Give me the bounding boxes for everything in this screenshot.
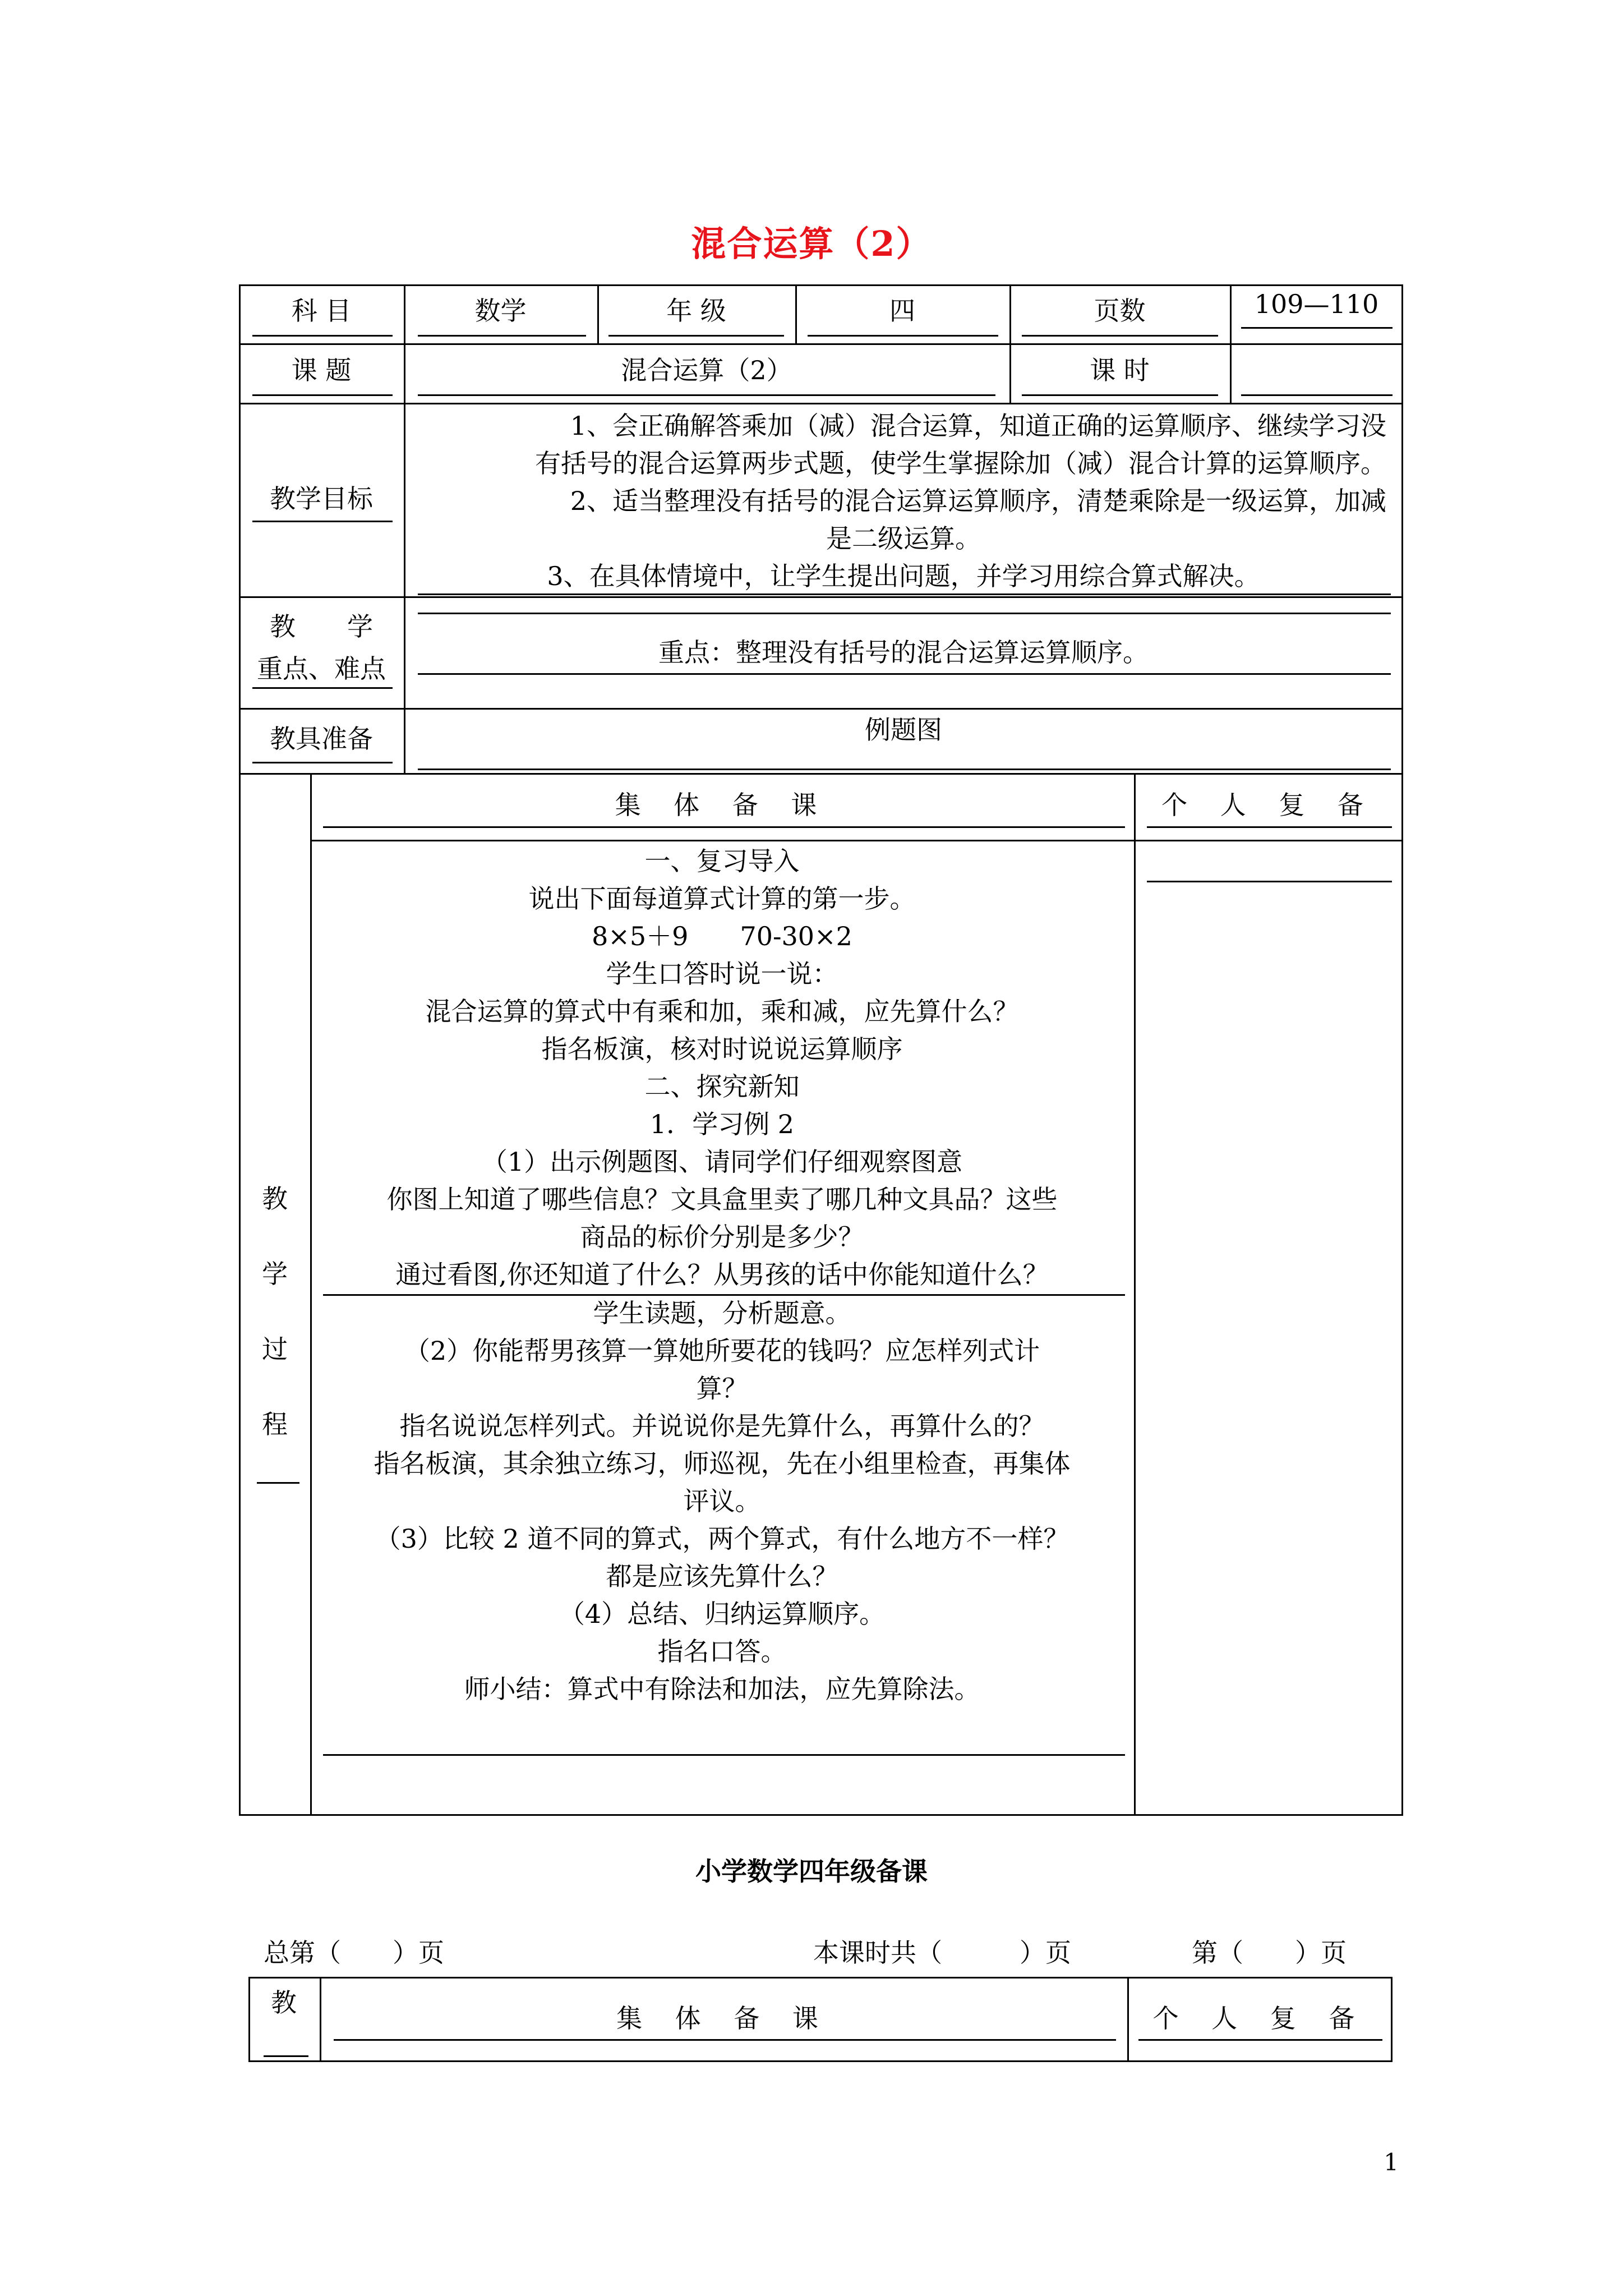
process-side-char-1: 教 bbox=[262, 1184, 288, 1214]
process-line: 商品的标价分别是多少？ bbox=[580, 1222, 864, 1252]
process-line: 指名板演，其余独立练习，师巡视，先在小组里检查，再集体 bbox=[374, 1448, 1071, 1479]
page-title: 混合运算（2） bbox=[691, 223, 932, 264]
process-line: 二、探究新知 bbox=[644, 1071, 800, 1102]
grade-label: 年 级 bbox=[666, 296, 726, 326]
process-side-char-4: 程 bbox=[262, 1409, 288, 1439]
process-line: （4）总结、归纳运算顺序。 bbox=[559, 1599, 886, 1629]
goals-label: 教学目标 bbox=[270, 484, 373, 514]
personal-prep-header: 个 人 复 备 bbox=[1161, 790, 1376, 820]
process-line: 算？ bbox=[696, 1373, 748, 1404]
process-line: 通过看图,你还知道了什么？从男孩的话中你能知道什么？ bbox=[395, 1259, 1049, 1290]
second-side-char: 教 bbox=[271, 1987, 297, 2018]
total-pages: 总第（ ）页 bbox=[264, 1938, 444, 1968]
topic-value: 混合运算（2） bbox=[621, 355, 792, 385]
process-side-char-3: 过 bbox=[262, 1334, 288, 1364]
goals-line-2: 有括号的混合运算两步式题，使学生掌握除加（减）混合计算的运算顺序。 bbox=[535, 448, 1386, 478]
lesson-pages: 本课时共（ ）页 bbox=[813, 1938, 1071, 1968]
process-line: 都是应该先算什么？ bbox=[606, 1561, 838, 1591]
group-prep-header: 集 体 备 课 bbox=[615, 790, 829, 820]
process-line: 学生读题，分析题意。 bbox=[593, 1298, 851, 1328]
keypoints-label-top: 教 学 bbox=[270, 611, 373, 642]
goals-line-4: 是二级运算。 bbox=[826, 523, 981, 554]
page-number: 1 bbox=[1384, 2148, 1399, 2176]
second-group-header: 集 体 备 课 bbox=[616, 2003, 831, 2033]
process-line: 评议。 bbox=[683, 1486, 761, 1516]
goals-line-3: 2、适当整理没有括号的混合运算运算顺序，清楚乘除是一级运算，加减 bbox=[570, 486, 1386, 516]
process-line: 8×5＋9 70-30×2 bbox=[592, 921, 852, 951]
process-line: 1．学习例 2 bbox=[649, 1109, 795, 1139]
tools-text: 例题图 bbox=[865, 715, 942, 745]
process-line: 指名口答。 bbox=[657, 1636, 787, 1667]
process-line: 混合运算的算式中有乘和加，乘和减，应先算什么？ bbox=[425, 996, 1019, 1027]
process-line: （1）出示例题图、请同学们仔细观察图意 bbox=[481, 1147, 963, 1177]
process-side-char-2: 学 bbox=[262, 1259, 288, 1289]
process-line: 师小结：算式中有除法和加法，应先算除法。 bbox=[464, 1674, 980, 1704]
keypoints-label-bottom: 重点、难点 bbox=[257, 654, 386, 684]
subject-value: 数学 bbox=[474, 296, 527, 326]
process-line: 说出下面每道算式计算的第一步。 bbox=[528, 884, 916, 914]
goals-line-5: 3、在具体情境中，让学生提出问题，并学习用综合算式解决。 bbox=[547, 561, 1260, 591]
process-line: 指名说说怎样列式。并说说你是先算什么，再算什么的？ bbox=[399, 1411, 1045, 1441]
topic-label: 课 题 bbox=[291, 355, 352, 385]
second-personal-header: 个 人 复 备 bbox=[1152, 2003, 1367, 2033]
subject-label: 科 目 bbox=[291, 296, 352, 326]
pages-value: 109—110 bbox=[1254, 289, 1379, 319]
process-line: 指名板演，核对时说说运算顺序 bbox=[541, 1034, 903, 1064]
tools-label: 教具准备 bbox=[270, 724, 373, 754]
goals-line-1: 1、会正确解答乘加（减）混合运算，知道正确的运算顺序、继续学习没 bbox=[570, 411, 1386, 441]
keypoints-text: 重点：整理没有括号的混合运算运算顺序。 bbox=[658, 637, 1149, 668]
page-number-field: 第（ ）页 bbox=[1192, 1938, 1347, 1968]
process-line: （3）比较 2 道不同的算式，两个算式，有什么地方不一样？ bbox=[375, 1524, 1069, 1554]
period-label: 课 时 bbox=[1090, 355, 1150, 385]
process-line: 学生口答时说一说： bbox=[606, 959, 838, 989]
process-line: 你图上知道了哪些信息？文具盒里卖了哪几种文具品？这些 bbox=[386, 1184, 1058, 1214]
pages-label: 页数 bbox=[1094, 296, 1146, 326]
section-subtitle: 小学数学四年级备课 bbox=[695, 1856, 928, 1887]
process-line: 一、复习导入 bbox=[644, 846, 800, 876]
grade-value: 四 bbox=[889, 296, 915, 326]
process-line: （2）你能帮男孩算一算她所要花的钱吗？应怎样列式计 bbox=[404, 1336, 1040, 1366]
